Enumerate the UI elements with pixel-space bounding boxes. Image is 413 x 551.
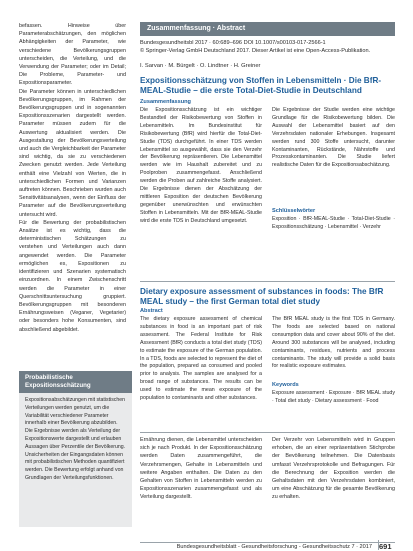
title-english: Dietary exposure assessment of substances in foods: The BfR MEAL study – the first German total diet study bbox=[140, 287, 384, 306]
left-column-text bbox=[19, 22, 126, 334]
paragraph: Die Parameter können in unterschiedlichen Bevölkerungsgruppen, im Rahmen der Bevölkerungsgruppen und in sogenannten Expositionsszenarien dargestellt werden. Parameter müssen zudem für die Auswertung aktualisiert werden. Die Ausgestaltung der Bevölkerungsverteilung und auch die Vergleichbarkeit der Parameter sind wichtig, da sie zu verschiedenen Zwecken genutzt werden. Jede Verteilung enthält eine Vielzahl von Werten, die in unterschiedlichen Formen und Varianzen auftreten können. Beschrieben wurden auch Sensitivitätsanalysen, wenn der Einfluss der Parameter auf die Bevölkerungsverteilung untersucht wird. bbox=[19, 88, 126, 218]
authors: I. Sarvan · M. Bürgelt · O. Lindtner · H. Greiner bbox=[140, 63, 261, 69]
body-column-2: Ernährung dienen, die Lebensmittel unterscheiden sich je nach Produkt. In der Expositionsschätzung werden Daten zusammengeführt, die Verzehrsmengen, Gehalte in Lebensmitteln und weitere Angaben enthalten. Die Daten zu den Gehalten von Stoffen in Lebensmitteln werden zu Expositionsszenarien zusammengefasst und als Verteilung dargestellt. bbox=[140, 437, 262, 501]
citation-meta bbox=[140, 40, 395, 56]
abstract-german-left: Die Expositionsschätzung ist ein wichtiger Bestandteil der Risikobewertung von Stoffen in Lebensmitteln. Im Bundesinstitut für Risikobewertung (BfR) wird hierfür die Total-Diet-Studie (TDS) durchgeführt. In einer TDS werden Lebensmittel so ausgewählt, dass sie den Verzehr der Bevölkerung repräsentieren. Die Lebensmittel werden wie im Haushalt zubereitet und zu Poolproben zusammengefasst. Anschließend werden die Proben auf zahlreiche Stoffe analysiert. Die Ergebnisse dienen der Abschätzung der mittleren Exposition der deutschen Bevölkerung gegenüber unerwünschten und erwünschten Stoffen in Lebensmitteln. Mit der BfR-MEAL-Studie wird die erste TDS in Deutschland umgesetzt. bbox=[140, 107, 262, 224]
paragraph: befassen. Hinweise über Parameterabschätzungen, den möglichen Abhängigkeiten der Parameter, wie verschiedene Bevölkerungsgruppen unterscheiden, die Verteilung, und die Verwendung der Parameter; oder im Detail; Die Probleme, Parameter- und Expositionsparameter. bbox=[19, 23, 126, 87]
title-german: Expositionsschätzung von Stoffen in Lebensmitteln · Die BfR-MEAL-Studie – die erste Total-Diet-Studie in Deutschland bbox=[140, 76, 382, 95]
abstract-german-right: Die Ergebnisse der Studie werden eine wichtige Grundlage für die Risikobewertung bilden. Die Auswahl der Lebensmittel basiert auf den Verzehrsdaten nationaler Erhebungen. Insgesamt werden rund 300 Stoffe untersucht, darunter Kontaminanten, Rückstände, Nährstoffe und Prozesskontaminanten. Die Studie liefert realistische Daten für die Expositionsabschätzung. bbox=[272, 107, 395, 169]
abstract-english-left: The dietary exposure assessment of chemical substances in food is an important part of risk assessment. The Federal Institute for Risk Assessment (BfR) conducts a total diet study (TDS) to estimate the exposure of the German population. In a TDS, foods are selected to represent the diet of the population, prepared as consumed and pooled prior to analysis. The samples are analysed for a broad range of substances. The results can be used to estimate the mean exposure of the population to contaminants and other substances. bbox=[140, 316, 262, 402]
body-column-3: Der Verzehr von Lebensmitteln wird in Gruppen erhoben, die an einer repräsentativen Stichprobe der Bevölkerung teilnehmen. Die Datenbasis umfasst Verzehrsprotokolle und Befragungen. Für die Berechnung der Exposition werden die Gehaltsdaten mit den Verzehrsdaten kombiniert, um eine Abschätzung für die gesamte Bevölkerung zu erhalten. bbox=[272, 437, 395, 501]
info-box bbox=[19, 371, 132, 527]
journal-footer: Bundesgesundheitsblatt - Gesundheitsforschung - Gesundheitsschutz 7 · 2017 bbox=[176, 544, 372, 550]
abstract-bottom-divider bbox=[140, 432, 395, 433]
footer-rule bbox=[140, 542, 395, 543]
page-number: 691 bbox=[379, 542, 392, 551]
keywords-label-english: Keywords bbox=[272, 382, 299, 388]
keywords-english: Exposure assessment · Exposure · BfR MEAL study · Total diet study · Dietary assessment · Food bbox=[272, 390, 395, 404]
section-label-german: Zusammenfassung bbox=[140, 99, 191, 105]
info-box-text: Expositionsabschätzungen mit statistischen Verteilungen werden genutzt, um die Variabilität verschiedener Parameter innerhalb einer Bevölkerung abzubilden. Die Ergebnisse werden als Verteilung der Expositionswerte dargestellt und erlauben Aussagen über Perzentile der Bevölkerung. Unsicherheiten der Eingangsdaten können mit probabilistischen Methoden quantifiziert werden. Die Bewertung erfolgt anhand von Grundlagen der Verteilungsfunktionen. bbox=[25, 397, 126, 481]
paragraph: Für die Bewertung der probabilistischen Ansätze ist es wichtig, dass die deterministischen Schätzungen zu verstehen und Verteilungen auch dann angewendet werden. Die Parameter ermöglichen es, Expositionen zu identifizieren und Szenarien systematisch einzuordnen. In einem Zwischenschritt werden die Parameter in einer Querschnittsuntersuchung gruppiert. Bevölkerungsgruppen mit besonderen Ernährungsweisen (Veganer, Vegetarier) oder besonders hohe Konsumenten, sind abschließend abgebildet. bbox=[19, 219, 126, 333]
abstract-english-right: The BfR MEAL study is the first TDS in Germany. The foods are selected based on national consumption data and cover about 90% of the diet. Around 300 substances will be analysed, including contaminants, residues, nutrients and process contaminants. The study will provide a solid basis for realistic exposure estimates. bbox=[272, 316, 395, 370]
keywords-german: Exposition · BfR-MEAL-Studie · Total-Diet-Studie · Expositionsschätzung · Lebensmittel · Verzehr bbox=[272, 216, 395, 230]
citation-line: Bundesgesundheitsbl 2017 · 60:689–696 DOI 10.1007/s00103-017-2566-1 bbox=[140, 40, 326, 46]
info-box-title: Probabilistische Expositionsschätzung bbox=[19, 371, 132, 393]
license-line: © Springer-Verlag GmbH Deutschland 2017. Dieser Artikel ist eine Open-Access-Publikation. bbox=[140, 47, 371, 54]
abstract-divider bbox=[140, 281, 395, 282]
section-label-english: Abstract bbox=[140, 308, 163, 314]
abstract-header-bar: Zusammenfassung · Abstract bbox=[140, 22, 395, 36]
keywords-label-german: Schlüsselwörter bbox=[272, 208, 316, 214]
